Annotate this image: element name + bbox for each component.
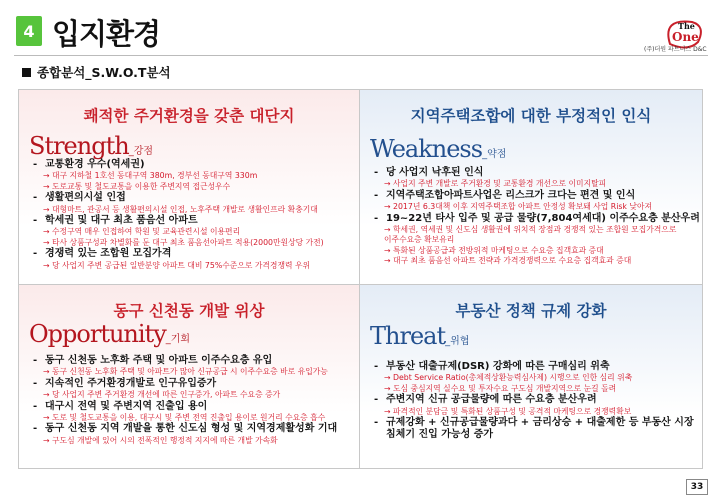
item-text: → 대구 최초 품음선 아파트 전략과 가격경쟁력으로 수요층 집객효과 증대 [384,256,632,266]
item-text: → 구도심 개발에 있어 시의 전폭적인 행정적 지지에 따른 개발 가속화 [43,435,278,445]
dash-bullet-icon: - [33,248,38,260]
item-text: → 타사 상품구성과 차별화를 둔 대구 최초 품음선아파트 적용(2000만원상당 가전) [43,237,324,247]
dash-bullet-icon: - [374,189,379,201]
bullet-item [33,192,353,204]
sub-item [33,238,353,248]
bullet-item [374,394,696,406]
dash-bullet-icon: - [374,394,379,406]
dash-bullet-icon: - [33,192,38,204]
sub-item [374,246,696,256]
bullet-item [374,361,696,373]
item-text: 경쟁력 있는 조합원 모집가격 [45,248,172,260]
bullet-item [374,212,700,225]
opportunity-label [29,320,190,348]
bullet-item [33,401,353,413]
weakness-items [374,167,700,267]
swot-grid [18,89,703,469]
sub-item [374,407,696,417]
threat-label [370,322,469,350]
sub-item [33,367,353,377]
item-text: → Debt Service Ratio(총체적상환능력심사제) 시행으로 인한 심리 위축 [384,373,633,383]
bullet-item [374,417,696,429]
item-text: → 수정구역 매우 인접하여 학원 및 교육관련시설 이용편리 [43,227,241,237]
dash-bullet-icon: - [374,361,379,372]
sub-item [374,256,696,266]
logo-text-the: The [678,21,695,31]
opportunity-heading: 동구 신천동 개발 위상 [113,302,265,320]
bullet-item [33,159,353,171]
strength-heading: 쾌적한 주거환경을 갖춘 대단지 [83,107,295,125]
bullet-item [33,355,353,367]
page-title: 입지환경 [52,17,161,51]
item-text: → 특화된 상품공급과 전방위적 마케팅으로 수요층 집객효과 증대 [384,245,604,255]
item-text: 지역주택조합아파트사업은 리스크가 크다는 편견 및 인식 [386,189,636,201]
item-text: 생활편의시설 인접 [45,192,126,204]
item-text: 부동산 대출규제(DSR) 강화에 따른 구매심리 위축 [386,361,610,372]
weakness-quadrant [360,90,702,285]
sub-item [33,261,353,271]
item-text: → 동구 신천동 노후화 주택 및 아파트가 많아 신규공급 시 이주수요층 바로 유입가능 [43,367,328,377]
item-text: → 당 사업지 주변 공급된 일반분양 아파트 대비 75%수준으로 가격경쟁력 우위 [43,260,311,270]
item-text: 19~22년 타사 입주 및 공급 물량(7,804여세대) 이주수요층 분산우려 [386,212,700,224]
bullet-item [33,215,353,227]
dash-bullet-icon: - [374,167,379,178]
section-number-badge: 4 [16,16,42,46]
item-text: → 도로 및 철도교통을 이용, 대구시 및 주변 전역 진출입 용이로 원거리 수요층 흡수 [43,413,326,423]
bullet-item [374,429,696,441]
item-text: 동구 신천동 지역 개발을 통한 신도심 형성 및 지역경제활성화 기대 [45,423,338,435]
threat-label-ko: _위협 [445,336,470,347]
section-subheading-label: 종합분석_S.W.O.T분석 [37,65,171,80]
header-divider [14,55,708,56]
item-text: 침체기 진입 가능성 증가 [386,429,494,441]
item-text: 주변지역 신규 공급물량에 따른 수요층 분산우려 [386,394,597,406]
item-text: → 2017년 6.3대책 이후 지역주택조합 아파트 안정성 확보돼 사업 Risk 낮아져 [384,202,653,212]
sub-item [33,182,353,192]
strength-items [33,159,353,271]
weakness-label-ko: _약점 [482,149,507,160]
section-subheading [22,63,171,81]
dash-bullet-icon: - [33,215,38,227]
strength-label [29,132,153,160]
opportunity-label-en: Opportunity [29,320,166,348]
bullet-item [33,423,353,435]
weakness-label [370,135,506,163]
opportunity-label-ko: _기회 [165,334,191,345]
dash-bullet-icon: - [374,212,379,224]
item-text: 교통환경 우수(역세권) [45,159,145,170]
item-text: → 대형마트, 관공서 등 생활편의시설 인접, 노후주택 개발로 생활인프라 확충기대 [43,204,318,214]
sub-item [33,436,353,446]
sub-item [374,225,696,235]
dash-bullet-icon: - [374,417,379,429]
item-text: 대구시 전역 및 주변지역 진출입 용이 [45,400,208,412]
item-text: → 학세권, 역세권 및 신도심 생활권에 위치적 장점과 경쟁적 있는 조합원 모집가격으로 [384,225,677,235]
square-bullet-icon [22,68,31,77]
bullet-item [374,167,696,179]
item-text: → 사업지 주변 개발로 주거환경 및 교통환경 개선으로 이미지탈피 [384,179,607,189]
strength-quadrant [19,90,360,285]
item-text: → 도심 중심지역 실수요 및 투자수요 구도심 개발지역으로 눈길 돌려 [384,383,617,393]
opportunity-items [33,355,353,446]
dash-bullet-icon: - [33,159,38,170]
dash-bullet-icon: - [33,355,38,366]
threat-items [374,361,696,442]
sub-item [374,373,696,383]
page-number: 33 [686,479,708,495]
sub-item [374,235,696,245]
dash-bullet-icon: - [33,377,38,389]
sub-item [33,227,353,237]
bullet-item [33,248,353,260]
logo-text-one: One [672,30,699,44]
logo-company-name: (주)더원 파트너스 D&C [644,46,707,53]
strength-label-ko: _강점 [128,146,154,157]
bullet-item [374,190,696,202]
sub-item [374,179,696,189]
item-text: → 대구 지하철 1호선 동대구역 380m, 경부선 동대구역 330m [43,171,258,181]
item-text: 규제강화 + 신규공급물량과다 + 금리상승 + 대출제한 등 부동산 시장 [386,417,694,429]
item-text: → 도로교통 및 철도교통을 이용한 주변지역 접근성우수 [43,181,231,191]
threat-quadrant [360,285,702,468]
sub-item [374,202,696,212]
item-text: 동구 신천동 노후화 주택 및 아파트 이주수요층 유입 [45,355,273,366]
threat-label-en: Threat [370,322,446,350]
sub-item [33,205,353,215]
sub-item [33,390,353,400]
weakness-label-en: Weakness [370,135,483,163]
strength-label-en: Strength [29,132,129,160]
sub-item [374,384,696,394]
sub-item [33,413,353,423]
item-text: 학세권 및 대구 최초 품음선 아파트 [45,215,198,227]
dash-bullet-icon: - [33,400,38,412]
item-text: → 파격적인 분담금 및 특화된 상품구성 및 공격적 마케팅으로 경쟁력확보 [384,406,632,416]
sub-item [33,171,353,181]
threat-heading: 부동산 정책 규제 강화 [455,302,607,320]
bullet-item [33,378,353,390]
item-text: 당 사업지 낙후된 인식 [386,167,484,178]
item-text: 지속적인 주거환경개발로 인구유입증가 [45,377,217,389]
weakness-heading: 지역주택조합에 대한 부정적인 인식 [410,107,652,125]
opportunity-quadrant [19,285,360,468]
item-text: 이주수요층 확보유리 [384,235,455,245]
item-text: → 당 사업지 주변 주거환경 개선에 따른 인구증가, 아파트 수요층 증가 [43,390,281,400]
dash-bullet-icon: - [33,423,38,435]
